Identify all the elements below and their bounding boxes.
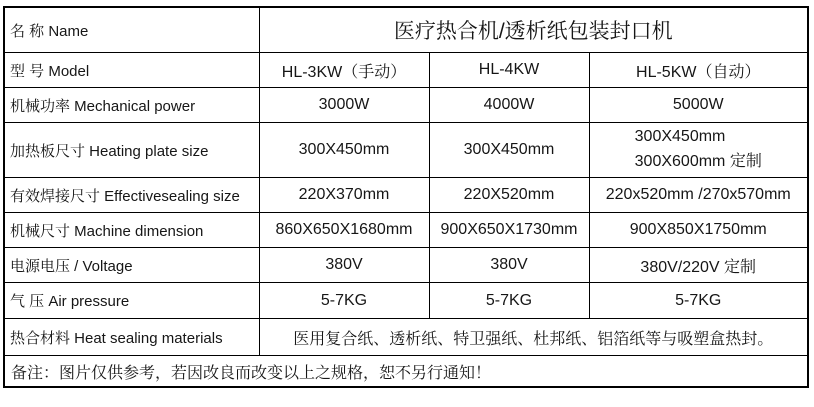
power-label: 机械功率 Mechanical power [4, 88, 259, 123]
name-label: 名 称 Name [4, 7, 259, 53]
plate-hl5kw-line1: 300X450mm [634, 128, 726, 146]
row-heat-sealing-materials [4, 319, 808, 356]
pressure-hl4kw: 5-7KG [429, 283, 589, 319]
row-mechanical-power [4, 88, 808, 123]
row-machine-dimension [4, 213, 808, 248]
voltage-hl3kw: 380V [259, 248, 429, 283]
materials-label: 热合材料 Heat sealing materials [4, 319, 259, 356]
remark-text: 备注：图片仅供参考，若因改良而改变以上之规格，恕不另行通知！ [4, 356, 808, 388]
voltage-label: 电源电压 / Voltage [4, 248, 259, 283]
plate-label: 加热板尺寸 Heating plate size [4, 123, 259, 178]
sealing-hl4kw: 220X520mm [429, 178, 589, 213]
plate-hl5kw [589, 123, 808, 178]
pressure-hl5kw: 5-7KG [589, 283, 808, 319]
voltage-hl5kw: 380V/220V 定制 [589, 248, 808, 283]
power-hl3kw: 3000W [259, 88, 429, 123]
dimension-label: 机械尺寸 Machine dimension [4, 213, 259, 248]
materials-value: 医用复合纸、透析纸、特卫强纸、杜邦纸、铝箔纸等与吸塑盒热封。 [259, 319, 808, 356]
sealing-hl5kw: 220x520mm /270x570mm [589, 178, 808, 213]
row-name [4, 7, 808, 53]
pressure-label: 气 压 Air pressure [4, 283, 259, 319]
plate-hl5kw-line2: 300X600mm 定制 [634, 153, 762, 170]
row-air-pressure [4, 283, 808, 319]
product-title: 医疗热合机/透析纸包装封口机 [259, 7, 808, 53]
row-effective-sealing-size [4, 178, 808, 213]
voltage-hl4kw: 380V [429, 248, 589, 283]
row-heating-plate-size [4, 123, 808, 178]
plate-hl3kw: 300X450mm [259, 123, 429, 178]
sealing-label: 有效焊接尺寸 Effectivesealing size [4, 178, 259, 213]
dimension-hl3kw: 860X650X1680mm [259, 213, 429, 248]
power-hl4kw: 4000W [429, 88, 589, 123]
row-remark [4, 356, 808, 388]
plate-hl4kw: 300X450mm [429, 123, 589, 178]
product-spec-table [3, 6, 809, 388]
dimension-hl5kw: 900X850X1750mm [589, 213, 808, 248]
row-voltage [4, 248, 808, 283]
dimension-hl4kw: 900X650X1730mm [429, 213, 589, 248]
pressure-hl3kw: 5-7KG [259, 283, 429, 319]
row-model [4, 53, 808, 88]
plate-hl5kw-lines [635, 125, 762, 175]
model-hl4kw: HL-4KW [429, 53, 589, 88]
model-hl5kw: HL-5KW（自动） [589, 53, 808, 88]
model-hl3kw: HL-3KW（手动） [259, 53, 429, 88]
sealing-hl3kw: 220X370mm [259, 178, 429, 213]
model-label: 型 号 Model [4, 53, 259, 88]
power-hl5kw: 5000W [589, 88, 808, 123]
